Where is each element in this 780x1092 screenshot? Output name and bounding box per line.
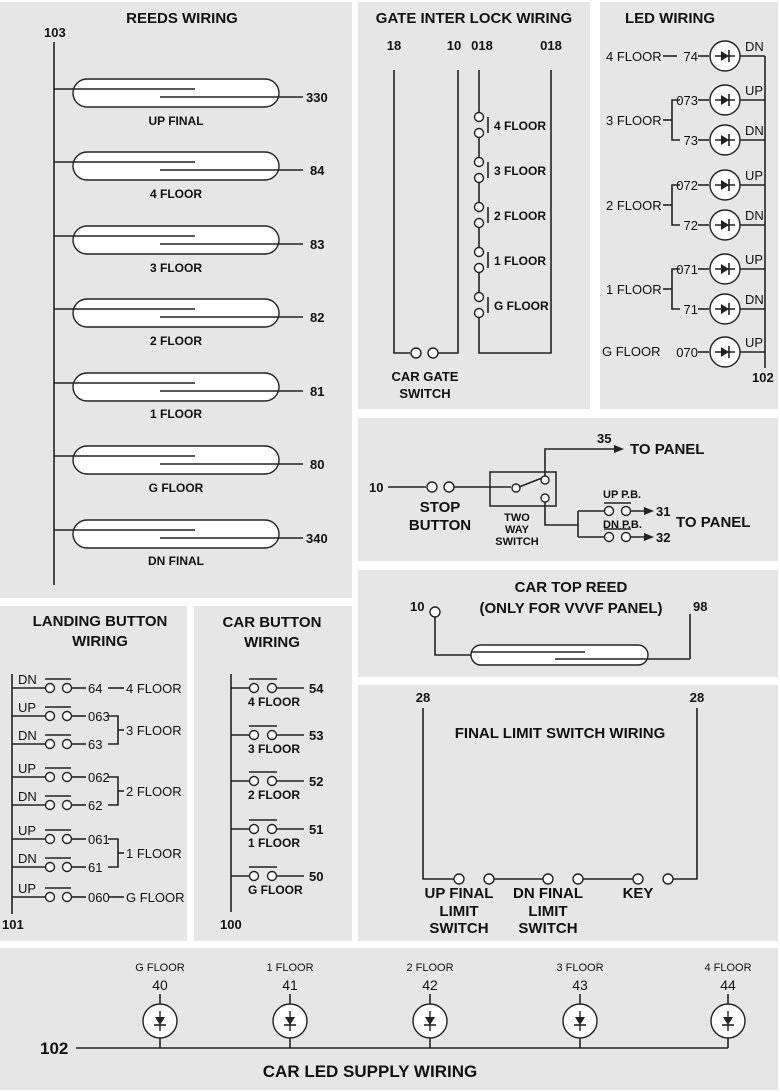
reed-wire: 81 [310,384,325,399]
carbutton-title2: WIRING [244,634,300,651]
landing-floor: 1 FLOOR [126,846,182,861]
two-way-label: TWO [504,512,530,524]
up-final-label3: SWITCH [429,920,489,937]
carbutton-wire-label: 53 [309,728,324,743]
landing-floor: 2 FLOOR [126,784,182,799]
landing-wire-label: 061 [88,832,110,847]
supply-wire-label: 43 [572,977,588,993]
dn-pb-label: DN P.B. [603,519,642,531]
landing-dir-label: UP [18,823,37,838]
svg-text:3 FLOOR: 3 FLOOR [494,164,547,178]
carbutton-wire-label: 51 [309,822,324,837]
led-dir-label: UP [745,168,764,183]
led-wire-label: 71 [683,302,698,317]
gate-t4: 018 [540,38,562,53]
carbutton-title: CAR BUTTON [222,614,322,631]
led-wire-label: 071 [676,262,698,277]
landing-floor: 4 FLOOR [126,681,182,696]
reed-label: 3 FLOOR [149,261,203,275]
reed-label: DN FINAL [148,554,204,568]
landing-title: LANDING BUTTON [32,613,168,630]
landing-dir-label: UP [18,761,37,776]
landing-floor: 3 FLOOR [126,723,182,738]
up-pb-label: UP P.B. [603,489,642,501]
stop-w31: 31 [656,504,671,519]
led-wire-label: 073 [676,93,698,108]
landing-common-label: 101 [2,917,24,932]
led-floor: G FLOOR [602,344,661,359]
supply-wire-label: 40 [152,977,168,993]
led-floor: 2 FLOOR [606,198,662,213]
supply-floor-label: 2 FLOOR [406,962,454,974]
landing-title2: WIRING [72,633,128,650]
stop-w10: 10 [369,480,384,495]
gate-t2: 10 [446,38,462,53]
carbutton-wire-label: 52 [309,774,324,789]
landing-wire-label: 61 [88,860,103,875]
final-limit-panel [358,685,778,941]
stop-button-label2: BUTTON [408,517,472,534]
supply-floor-label: 3 FLOOR [556,962,604,974]
cartop-w98: 98 [693,599,708,614]
supply-common-label: 102 [40,1039,69,1058]
supply-wire-label: 42 [422,977,438,993]
svg-text:2 FLOOR: 2 FLOOR [494,209,547,223]
supply-floor-label: G FLOOR [135,962,185,974]
up-final-label2: LIMIT [439,903,479,920]
led-wire-label: 070 [676,345,698,360]
supply-wire-label: 41 [282,977,298,993]
led-wire-label: 072 [676,178,698,193]
cartop-w10: 10 [410,599,425,614]
svg-text:4 FLOOR: 4 FLOOR [494,119,547,133]
landing-wire-label: 63 [88,737,103,752]
reed-wire: 82 [310,310,325,325]
landing-dir-label: DN [18,789,37,804]
final-w-left: 28 [415,690,431,705]
landing-dir-label: UP [18,881,37,896]
landing-wire-label: 063 [88,709,110,724]
landing-floor: G FLOOR [126,890,185,905]
led-dir-label: DN [745,39,764,54]
led-wire-label: 72 [683,218,698,233]
reeds-title: REEDS WIRING [126,10,238,27]
landing-dir-label: UP [18,700,37,715]
final-w-right: 28 [689,690,705,705]
landing-wire-label: 060 [88,890,110,905]
stop-button-label: STOP [419,499,461,516]
final-limit-title: FINAL LIMIT SWITCH WIRING [454,725,666,742]
carbutton-floor-label: 4 FLOOR [248,695,301,709]
led-floor: 3 FLOOR [606,113,662,128]
two-way-label2: WAY [504,524,530,536]
dn-final-label: DN FINAL [513,885,583,902]
reed-wire: 340 [306,531,328,546]
led-wire-label: 73 [683,133,698,148]
carbutton-floor-label: G FLOOR [248,883,303,897]
led-dir-label: DN [745,292,764,307]
up-final-label: UP FINAL [424,885,494,902]
stop-w35: 35 [597,431,612,446]
led-common-label: 102 [752,370,774,385]
led-floor: 4 FLOOR [606,49,662,64]
reed-label: 4 FLOOR [149,187,203,201]
car-gate-switch-label: CAR GATE [391,369,459,384]
gate-panel [358,2,590,409]
reed-label: G FLOOR [148,481,204,495]
reed-wire: 330 [306,90,328,105]
gate-t3: 018 [471,38,493,53]
led-floor: 1 FLOOR [606,282,662,297]
landing-wire-label: 062 [88,770,110,785]
reeds-common-label: 103 [44,25,66,40]
led-dir-label: UP [745,252,764,267]
carbutton-floor-label: 1 FLOOR [248,836,301,850]
landing-dir-label: DN [18,851,37,866]
reed-label: 1 FLOOR [149,407,203,421]
carbutton-wire-label: 50 [309,869,324,884]
to-panel-label: TO PANEL [630,441,705,458]
carbutton-floor-label: 2 FLOOR [248,788,301,802]
led-dir-label: UP [745,335,764,350]
reed-label: UP FINAL [148,114,204,128]
key-label: KEY [622,885,654,902]
supply-floor-label: 1 FLOOR [266,962,314,974]
landing-dir-label: DN [18,672,37,687]
landing-wire-label: 64 [88,681,103,696]
carbutton-common-label: 100 [220,917,242,932]
reed-wire: 83 [310,237,325,252]
to-panel-label2: TO PANEL [676,514,751,531]
dn-final-label3: SWITCH [518,920,578,937]
carbutton-floor-label: 3 FLOOR [248,742,301,756]
gate-title: GATE INTER LOCK WIRING [375,10,573,27]
cartop-title2: (ONLY FOR VVVF PANEL) [479,600,663,617]
supply-wire-label: 44 [720,977,736,993]
led-dir-label: UP [745,83,764,98]
gate-t1: 18 [386,38,402,53]
landing-wire-label: 62 [88,798,103,813]
stop-panel [358,418,778,561]
dn-final-label2: LIMIT [528,903,568,920]
svg-text:G FLOOR: G FLOOR [494,299,549,313]
supply-floor-label: 4 FLOOR [704,962,752,974]
cartop-title: CAR TOP REED [514,579,628,596]
led-wire-label: 74 [683,49,698,64]
led-title: LED WIRING [625,10,715,27]
supply-title: CAR LED SUPPLY WIRING [262,1062,478,1081]
svg-text:1 FLOOR: 1 FLOOR [494,254,547,268]
reed-label: 2 FLOOR [149,334,203,348]
led-dir-label: DN [745,123,764,138]
led-dir-label: DN [745,208,764,223]
carbutton-wire-label: 54 [309,681,324,696]
car-gate-switch-label2: SWITCH [399,386,451,401]
reed-wire: 80 [310,457,325,472]
landing-dir-label: DN [18,728,37,743]
reed-wire: 84 [310,163,325,178]
two-way-label3: SWITCH [495,536,539,548]
stop-w32: 32 [656,530,671,545]
